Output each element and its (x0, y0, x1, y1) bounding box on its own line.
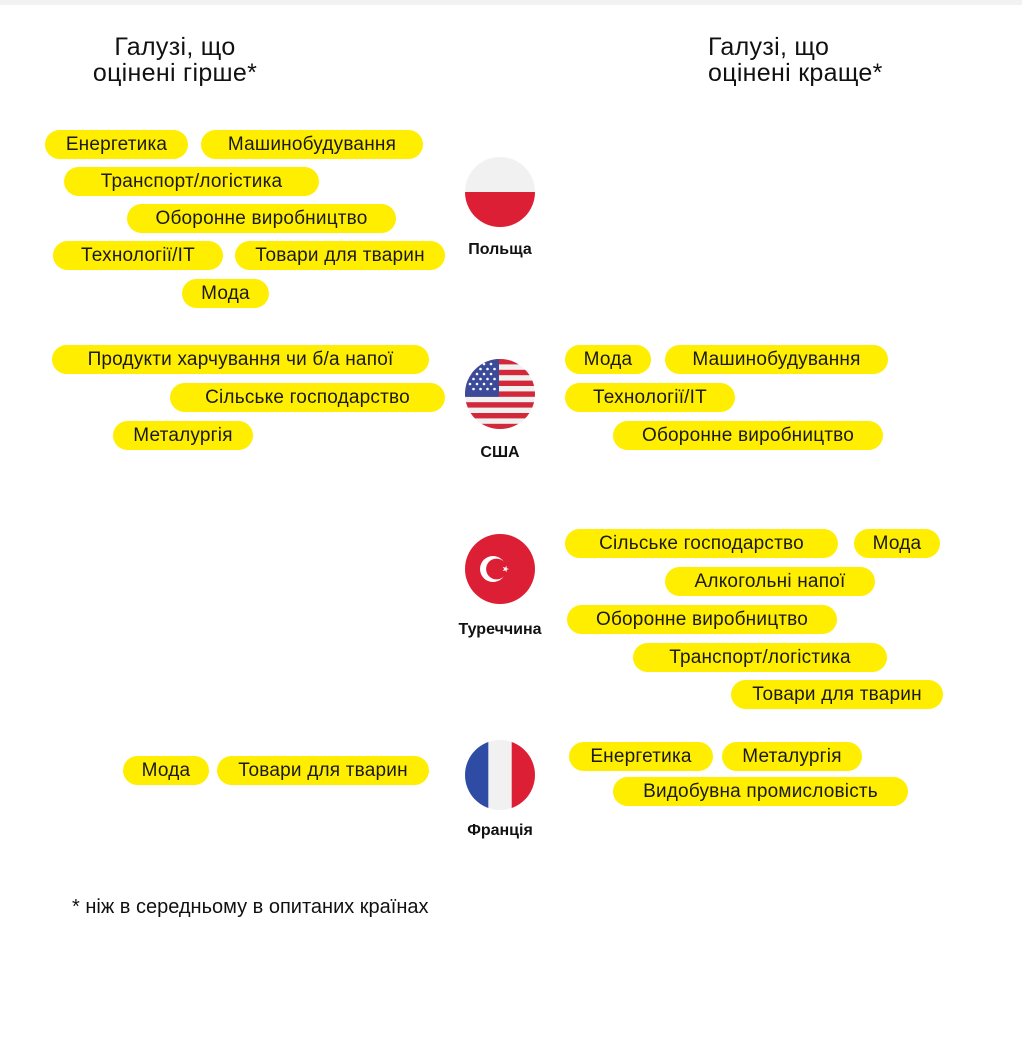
footnote: * ніж в середньому в опитаних країнах (72, 896, 429, 918)
turkey-better-pill: Транспорт/логістика (633, 643, 887, 672)
france-worse-pill: Мода (123, 756, 209, 785)
france-flag-icon (465, 740, 535, 810)
country-label-usa: США (480, 444, 520, 461)
heading-worse-line-1: Галузі, що (114, 33, 236, 61)
heading-worse-line-2: оцінені гірше* (92, 59, 258, 87)
country-label-turkey: Туреччина (458, 621, 542, 638)
heading-better-line-2: оцінені краще* (708, 59, 883, 87)
turkey-flag-icon (465, 534, 535, 604)
poland-flag-icon (465, 157, 535, 227)
usa-worse-pill: Металургія (113, 421, 253, 450)
usa-worse-pill: Сільське господарство (170, 383, 445, 412)
heading-better (708, 34, 928, 86)
turkey-better-pill: Оборонне виробництво (567, 605, 837, 634)
usa-better-pill: Машинобудування (665, 345, 888, 374)
usa-flag-icon (465, 359, 535, 429)
turkey-better-pill: Товари для тварин (731, 680, 943, 709)
usa-worse-pill: Продукти харчування чи б/а напої (52, 345, 429, 374)
poland-worse-pill: Енергетика (45, 130, 188, 159)
turkey-better-pill: Сільське господарство (565, 529, 838, 558)
poland-worse-pill: Транспорт/логістика (64, 167, 319, 196)
heading-better-line-1: Галузі, що (708, 33, 830, 61)
poland-worse-pill: Технології/IT (53, 241, 223, 270)
france-better-pill: Видобувна промисловість (613, 777, 908, 806)
turkey-better-pill: Алкогольні напої (665, 567, 875, 596)
country-label-france: Франція (467, 822, 533, 839)
country-label-poland: Польща (468, 241, 532, 258)
heading-worse (70, 34, 280, 86)
poland-worse-pill: Мода (182, 279, 269, 308)
poland-worse-pill: Машинобудування (201, 130, 423, 159)
usa-better-pill: Оборонне виробництво (613, 421, 883, 450)
france-better-pill: Енергетика (569, 742, 713, 771)
france-worse-pill: Товари для тварин (217, 756, 429, 785)
poland-worse-pill: Оборонне виробництво (127, 204, 396, 233)
top-divider (0, 0, 1022, 5)
usa-better-pill: Технології/IT (565, 383, 735, 412)
turkey-better-pill: Мода (854, 529, 940, 558)
poland-worse-pill: Товари для тварин (235, 241, 445, 270)
usa-better-pill: Мода (565, 345, 651, 374)
france-better-pill: Металургія (722, 742, 862, 771)
